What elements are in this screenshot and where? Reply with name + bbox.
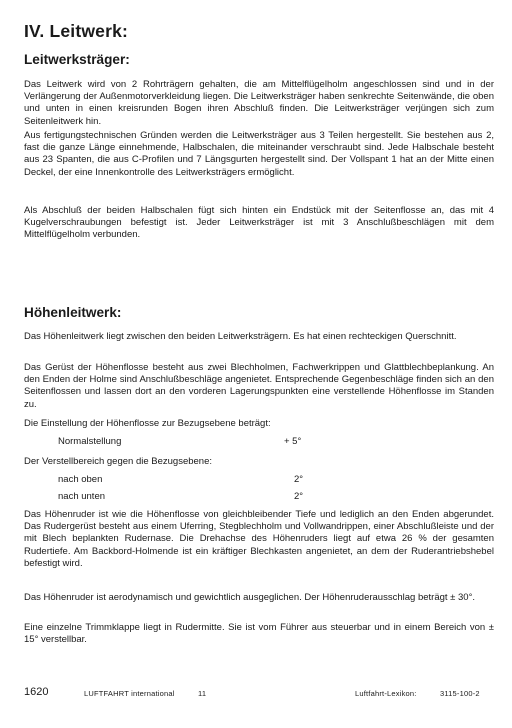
paragraph: Eine einzelne Trimmklappe liegt in Rudermitte. Sie ist vom Führer aus steuerbar und in einem Bereich von ± 15° verstellbar.	[24, 622, 494, 646]
paragraph: Das Leitwerk wird von 2 Rohrträgern gehalten, die am Mittelflügelholm angeschlossen sind und in der Verlängerung der Außenmotorverkleidung liegen. Die Leitwerksträger haben senkrechte Seitenwände, die oben und unten in einen kreisrunden Bogen ihren Abschluß finden. Die Leitwerksträger verjüngen sich zum Seitenleitwerk hin.	[24, 79, 494, 127]
paragraph: Das Höhenruder ist wie die Höhenflosse von gleichbleibender Tiefe und lediglich an den Enden abgerundet. Das Rudergerüst besteht aus einem Uferring, Stegblechholm und Vollwandrippen, einer Abschlußleiste und der mit Blech beplankten Rudernase. Die Drehachse des Höhenruders liegt auf etwa 26 % der gesamten Rudertiefe. Am Backbord-Holmende ist ein kräftiger Blechkasten angenietet, an dem der Ruderantriebshebel befestigt wird.	[24, 509, 494, 569]
section-heading-leitwerkstraeger: Leitwerksträger:	[24, 52, 130, 67]
lexikon-label: Luftfahrt-Lexikon:	[355, 689, 417, 698]
normal-position-value: + 5°	[284, 436, 302, 447]
range-down-value: 2°	[294, 491, 304, 502]
chapter-title: IV. Leitwerk:	[24, 21, 129, 41]
paragraph: Aus fertigungstechnischen Gründen werden die Leitwerksträger aus 3 Teilen hergestellt. Sie bestehen aus 2, fast die ganze Länge einnehmende, Halbschalen, die miteinander verschraubt sind. Jede Halbschale besteht aus 23 Spanten, die aus C-Profilen und 7 Längsgurten hergestellt sind. Der Vollspant 1 hat an der Mitte einen Deckel, der eine Innenkontrolle des Leitwerksträgers ermöglicht.	[24, 130, 494, 178]
page-number: 1620	[24, 686, 49, 698]
section-heading-hoehenleitwerk: Höhenleitwerk:	[24, 305, 122, 320]
lexikon-code: 3115-100-2	[440, 689, 480, 698]
paragraph: Der Verstellbereich gegen die Bezugsebene:	[24, 456, 213, 467]
paragraph: Das Gerüst der Höhenflosse besteht aus zwei Blechholmen, Fachwerkrippen und Glattblechbeplankung. An den Enden der Holme sind Anschlußbeschläge angenietet. Entsprechende Gegenbeschläge finden sich an den Seitenflossen und lassen dort an den vorderen Lagerungspunkten eine verstellende Höhenflosse im Standen zu.	[24, 362, 494, 410]
paragraph: Das Höhenruder ist aerodynamisch und gewichtlich ausgeglichen. Der Höhenruderausschlag beträgt ± 30°.	[24, 592, 476, 603]
paragraph: Die Einstellung der Höhenflosse zur Bezugsebene beträgt:	[24, 418, 271, 429]
range-up-label: nach oben	[58, 474, 103, 485]
issue-number: 11	[198, 689, 207, 698]
publication-name: LUFTFAHRT international	[84, 689, 175, 698]
paragraph: Als Abschluß der beiden Halbschalen fügt sich hinten ein Endstück mit der Seitenflosse an, das mit 4 Kugelverschraubungen befestigt ist. Jeder Leitwerksträger ist mit 3 Anschlußbeschlägen mit dem Mittelflügelholm verbunden.	[24, 205, 494, 241]
range-up-value: 2°	[294, 474, 304, 485]
range-down-label: nach unten	[58, 491, 106, 502]
paragraph: Das Höhenleitwerk liegt zwischen den beiden Leitwerksträgern. Es hat einen rechteckigen Querschnitt.	[24, 331, 457, 342]
normal-position-label: Normalstellung	[58, 436, 122, 447]
